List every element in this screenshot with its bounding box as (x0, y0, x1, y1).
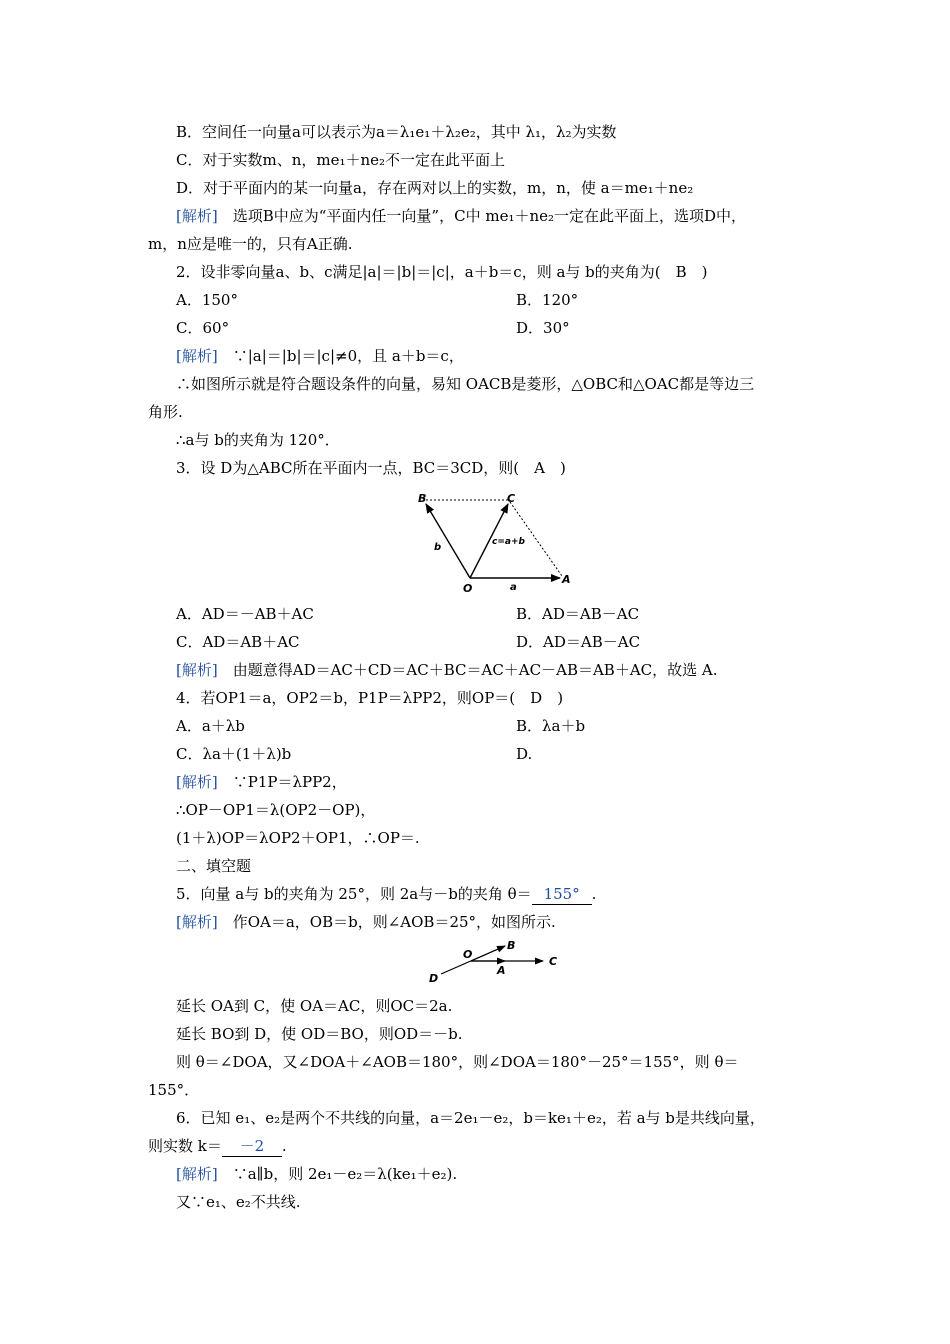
label-b-point: B (418, 492, 427, 505)
question-2: 2．设非零向量a、b、c满足|a|＝|b|＝|c|，a＋b＝c，则 a与 b的夹角为( B ) (176, 263, 708, 281)
option-c-q1: C．对于实数m、n，me₁＋ne₂不一定在此平面上 (176, 151, 506, 169)
section-heading-fill-in: 二、填空题 (176, 857, 252, 875)
analysis-q4-step2: ∴OP－OP1＝λ(OP2－OP)， (176, 801, 376, 819)
analysis-q6: [解析] ∵a∥b，则 2e₁－e₂＝λ(ke₁＋e₂). (176, 1165, 458, 1183)
question-6: 6．已知 e₁、e₂是两个不共线的向量，a＝2e₁－e₂，b＝ke₁＋e₂，若 a与 b是共线向量， (176, 1109, 765, 1127)
label-vector-b: b (434, 542, 442, 553)
analysis-q5-result: 155°． (148, 1081, 200, 1099)
analysis-q3: [解析] 由题意得AD＝AC＋CD＝AC＋BC＝AC＋AC－AB＝AB＋AC，故选 A. (176, 661, 718, 679)
question-5: 5．向量 a与 b的夹角为 25°，则 2a与－b的夹角 θ＝ 155° . (176, 885, 597, 903)
label-o: O (463, 948, 473, 961)
label-c: C (549, 955, 558, 968)
analysis-q5: [解析] 作OA＝a，OB＝b，则∠AOB＝25°，如图所示. (176, 913, 556, 931)
options-q3-row1: A．AD＝－AB＋AC B．AD＝AB－AC (176, 605, 640, 623)
question-3: 3．设 D为△ABC所在平面内一点，BC＝3CD，则( A ) (176, 459, 566, 477)
analysis-tag: [解析] (176, 1165, 218, 1183)
analysis-q4: [解析] ∵P1P＝λPP2， (176, 773, 347, 791)
options-q2-row2: C．60° D．30° (176, 319, 570, 337)
analysis-q5-step3: 则 θ＝∠DOA，又∠DOA＋∠AOB＝180°，则∠DOA＝180°－25°＝155°，则 θ＝ (176, 1053, 739, 1071)
rhombus-figure (410, 486, 580, 598)
analysis-tag: [解析] (176, 347, 218, 365)
label-o-point: O (463, 582, 473, 595)
label-vector-c: c=a+b (492, 537, 525, 547)
label-d: D (429, 972, 439, 984)
option-d-q1: D．对于平面内的某一向量a，存在两对以上的实数，m，n，使 a＝me₁＋ne₂ (176, 179, 694, 197)
options-q4-row2: C．λa＋(1＋λ)b D. (176, 745, 533, 763)
analysis-q2-cont: ∴如图所示就是符合题设条件的向量，易知 OACB是菱形，△OBC和△OAC都是等边三 (176, 375, 755, 393)
analysis-tag: [解析] (176, 207, 218, 225)
label-a-point: A (562, 573, 571, 586)
analysis-tag: [解析] (176, 913, 218, 931)
options-q3-row2: C．AD＝AB＋AC D．AD＝AB－AC (176, 633, 641, 651)
analysis-q1-cont: m，n应是唯一的，只有A正确. (148, 235, 353, 253)
question-4: 4．若OP1＝a，OP2＝b，P1P＝λPP2，则OP＝( D ) (176, 689, 564, 707)
answer-blank-q5: 155° (532, 884, 592, 905)
option-b-q1: B．空间任一向量a可以表示为a＝λ₁e₁＋λ₂e₂，其中 λ₁，λ₂为实数 (176, 123, 617, 141)
analysis-q5-step2: 延长 BO到 D，使 OD＝BO，则OD＝－b. (176, 1025, 463, 1043)
vector-ob (471, 946, 505, 961)
analysis-q1: [解析] 选项B中应为“平面内任一向量”，C中 me₁＋ne₂一定在此平面上，选项D中， (176, 207, 747, 225)
label-vector-a: a (510, 582, 517, 593)
question-6-cont: 则实数 k＝ －2 . (148, 1137, 287, 1155)
analysis-tag: [解析] (176, 773, 218, 791)
analysis-q4-step3: (1＋λ)OP＝λOP2＋OP1，∴OP＝. (176, 829, 420, 847)
label-a: A (497, 964, 506, 977)
analysis-q2: [解析] ∵|a|＝|b|＝|c|≠0，且 a＋b＝c， (176, 347, 464, 365)
answer-blank-q6: －2 (222, 1136, 282, 1157)
vector-b (426, 504, 470, 578)
analysis-tag: [解析] (176, 661, 218, 679)
analysis-q6-cont: 又∵e₁、e₂不共线. (176, 1193, 301, 1211)
options-q4-row1: A．a＋λb B．λa＋b (176, 717, 586, 735)
label-b: B (507, 939, 516, 952)
angle-figure (425, 938, 565, 984)
analysis-q2-conclusion: ∴a与 b的夹角为 120°． (176, 431, 340, 449)
analysis-q5-step1: 延长 OA到 C，使 OA＝AC，则OC＝2a. (176, 997, 453, 1015)
options-q2-row1: A．150° B．120° (176, 291, 579, 309)
label-c-point: C (507, 492, 516, 505)
analysis-q2-cont2: 角形. (148, 403, 183, 421)
